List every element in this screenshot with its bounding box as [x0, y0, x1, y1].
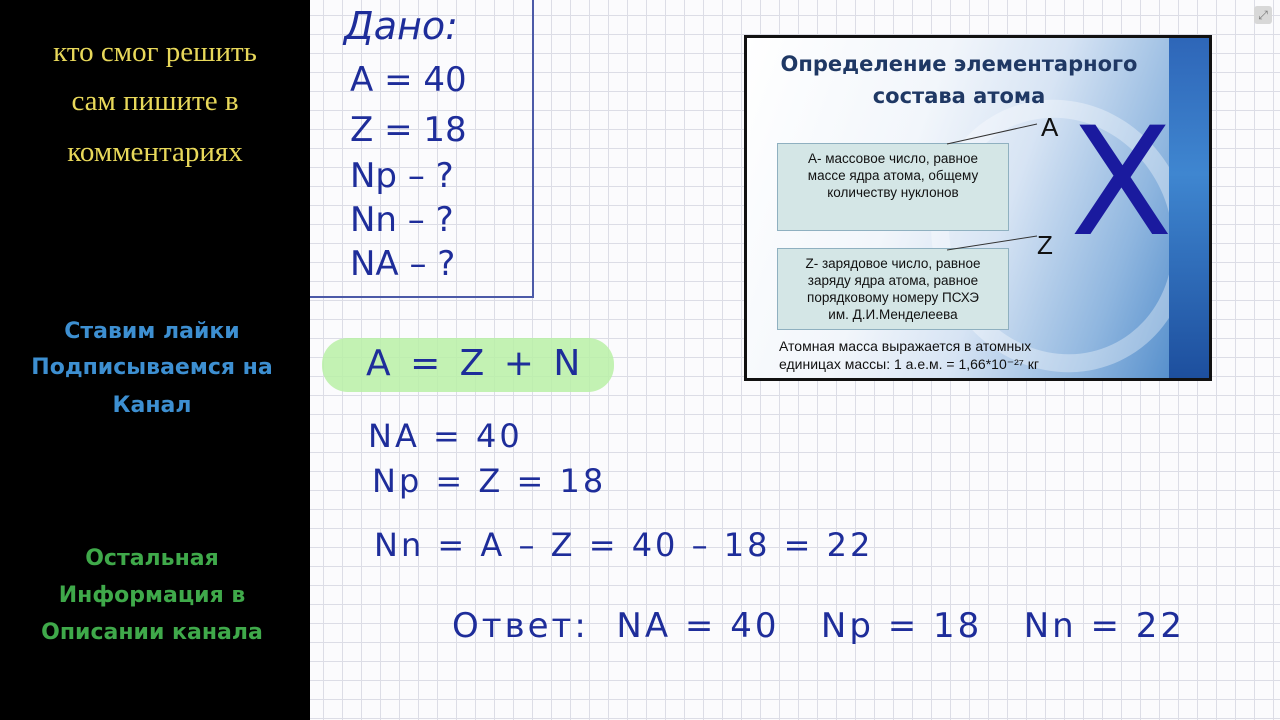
given-mass-number: A = 40: [350, 60, 467, 100]
subscribe-line-1: Ставим лайки: [64, 319, 240, 344]
given-charge-number: Z = 18: [350, 110, 467, 150]
promo-line-3: комментариях: [67, 136, 243, 168]
symbol-mass-letter: A: [1041, 112, 1059, 142]
given-nucleons: NA – ?: [350, 244, 456, 284]
info-line-2: Информация в: [58, 583, 246, 608]
slide-title-line-2: состава атома: [872, 84, 1046, 108]
slide-title-line-1: Определение элементарного: [780, 52, 1138, 76]
callout-a-line: А- массовое число, равное: [807, 151, 978, 166]
expand-icon[interactable]: ⤢: [1254, 6, 1272, 24]
promo-line-1: кто смог решить: [53, 36, 257, 68]
sidebar-overlay: [0, 0, 310, 720]
callout-z-line: Z- зарядовое число, равное: [805, 256, 981, 271]
answer-line: Ответ: NA = 40 Np = 18 Nn = 22: [452, 606, 1186, 646]
given-protons: Np – ?: [350, 156, 454, 196]
subscribe-line-2: Подписываемся на: [31, 355, 273, 380]
promo-line-2: сам пишите в: [71, 85, 239, 117]
callout-a-line: массе ядра атома, общему: [807, 168, 979, 183]
subscribe-line-3: Канал: [112, 393, 192, 418]
slide-image: [744, 35, 1212, 381]
step-neutrons: Nn = A – Z = 40 – 18 = 22: [374, 526, 874, 564]
given-title: Дано:: [344, 4, 458, 48]
callout-a-line: количеству нуклонов: [827, 185, 959, 200]
step-nucleons: NA = 40: [368, 417, 523, 455]
formula: A = Z + N: [366, 343, 585, 384]
info-line-3: Описании канала: [41, 620, 263, 645]
slide-footer-line-1: Атомная масса выражается в атомных: [779, 338, 1032, 354]
info-line-1: Остальная: [85, 546, 219, 571]
element-symbol: X: [1070, 96, 1173, 270]
step-protons: Np = Z = 18: [372, 462, 607, 500]
callout-z-line: им. Д.И.Менделеева: [828, 307, 958, 322]
given-neutrons: Nn – ?: [350, 200, 454, 240]
callout-z-line: порядковому номеру ПСХЭ: [807, 290, 979, 305]
callout-z-line: заряду ядра атома, равное: [807, 273, 979, 288]
slide-footer-line-2: единицах массы: 1 а.е.м. = 1,66*10⁻²⁷ кг: [779, 356, 1039, 372]
symbol-charge-letter: Z: [1037, 230, 1053, 260]
